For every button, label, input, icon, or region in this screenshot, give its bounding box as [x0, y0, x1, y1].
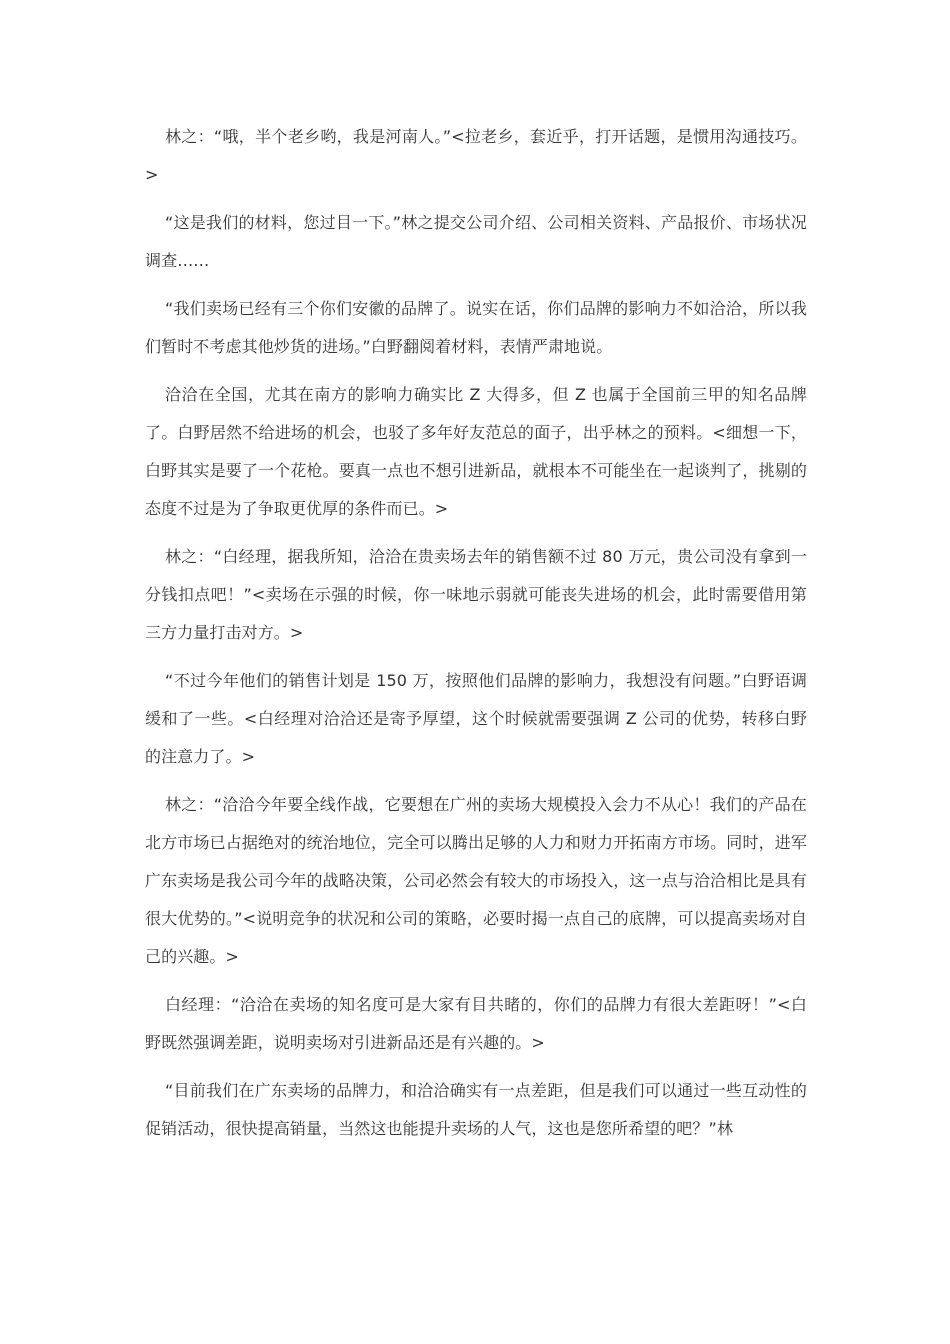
- paragraph-5: 林之：“白经理，据我所知，洽洽在贵卖场去年的销售额不过 80 万元，贵公司没有拿到一分钱扣点吧！”<卖场在示强的时候，你一味地示弱就可能丧失进场的机会，此时需要借用第三方力量打击对方。>: [145, 547, 807, 642]
- paragraph-6: “不过今年他们的销售计划是 150 万，按照他们品牌的影响力，我想没有问题。”白野语调缓和了一些。<白经理对洽洽还是寄予厚望，这个时候就需要强调 Z 公司的优势，转移白野的注意力了。>: [145, 671, 807, 766]
- paragraph-3: “我们卖场已经有三个你们安徽的品牌了。说实在话，你们品牌的影响力不如洽洽，所以我们暂时不考虑其他炒货的进场。”白野翻阅着材料，表情严肃地说。: [145, 299, 807, 356]
- paragraph-7: 林之：“洽洽今年要全线作战，它要想在广州的卖场大规模投入会力不从心！我们的产品在北方市场已占据绝对的统治地位，完全可以腾出足够的人力和财力开拓南方市场。同时，进军广东卖场是我公司今年的战略决策，公司必然会有较大的市场投入，这一点与洽洽相比是具有很大优势的。”<说明竞争的状况和公司的策略，必要时揭一点自己的底牌，可以提高卖场对自己的兴趣。>: [145, 795, 807, 966]
- paragraph-9: “目前我们在广东卖场的品牌力，和洽洽确实有一点差距，但是我们可以通过一些互动性的促销活动，很快提高销量，当然这也能提升卖场的人气，这也是您所希望的吧？”林: [145, 1081, 807, 1138]
- paragraph-2: “这是我们的材料，您过目一下。”林之提交公司介绍、公司相关资料、产品报价、市场状况调查……: [145, 213, 807, 270]
- paragraph-4: 洽洽在全国，尤其在南方的影响力确实比 Z 大得多，但 Z 也属于全国前三甲的知名品牌了。白野居然不给进场的机会，也驳了多年好友范总的面子，出乎林之的预料。<细想一下，白野其实是要了一个花枪。要真一点也不想引进新品，就根本不可能坐在一起谈判了，挑剔的态度不过是为了争取更优厚的条件而已。>: [145, 385, 807, 518]
- paragraph-8: 白经理：“洽洽在卖场的知名度可是大家有目共睹的，你们的品牌力有很大差距呀！”<白野既然强调差距，说明卖场对引进新品还是有兴趣的。>: [145, 995, 807, 1052]
- paragraph-1: 林之：“哦，半个老乡哟，我是河南人。”<拉老乡，套近乎，打开话题，是惯用沟通技巧。>: [145, 127, 807, 184]
- document-body: [145, 118, 807, 1158]
